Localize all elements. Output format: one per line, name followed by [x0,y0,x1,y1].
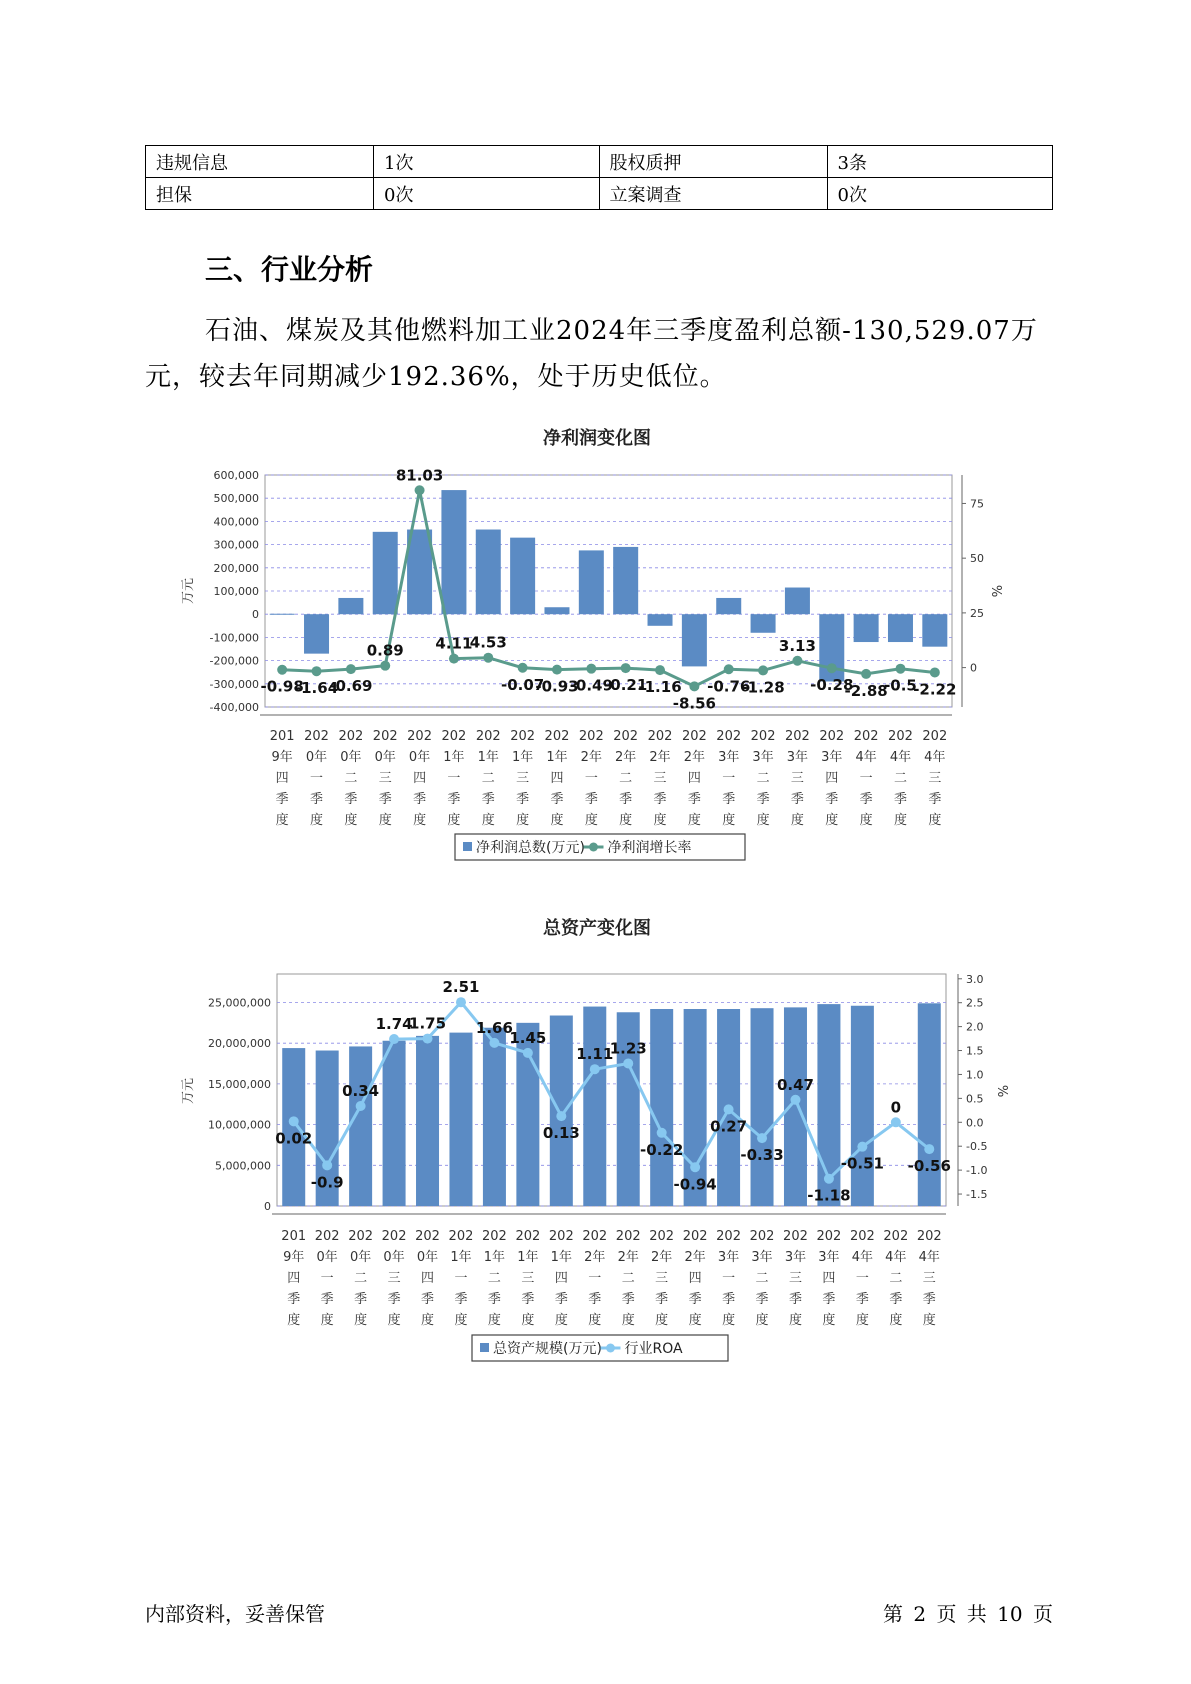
x-tick-label: 202 2年四季度 [681,729,707,828]
x-tick-label: 202 0年四季度 [415,1229,440,1328]
data-label: 1.75 [409,1014,447,1033]
x-tick-label: 202 0年一季度 [314,1229,340,1328]
line-point [449,654,459,664]
table-cell-label: 立案调查 [599,178,827,210]
legend-swatch-bar [480,1343,489,1352]
data-label: -1.16 [638,678,682,697]
y2-tick-label: 0 [970,661,977,675]
bar [270,614,295,615]
x-tick-label: 202 1年四季度 [548,1229,574,1328]
data-label: 1.45 [509,1028,547,1047]
line-point [518,663,528,673]
legend-swatch-point [589,843,598,852]
legend-entry: 行业ROA [624,1341,683,1357]
x-tick-label: 202 0年三季度 [381,1229,407,1328]
data-label: -0.21 [604,676,648,695]
data-label: 0.02 [275,1129,313,1148]
bar [922,614,947,646]
y-tick-label: 20,000,000 [208,1037,271,1051]
y-axis-label: 万元 [181,1077,196,1105]
data-label: -0.22 [640,1140,684,1159]
x-tick-label: 202 1年二季度 [475,729,501,828]
data-label: 4.53 [469,633,507,652]
y2-axis-label: % [997,1084,1012,1098]
x-tick-label: 202 3年一季度 [716,1229,741,1328]
x-tick-label: 202 2年三季度 [649,1229,675,1328]
line-point [895,664,905,674]
y-tick-label: 0 [264,1200,271,1213]
line-point [389,1034,399,1044]
x-tick-label: 202 0年二季度 [348,1229,374,1328]
line-point [590,1064,600,1074]
line-point [523,1048,533,1058]
line-point [483,653,493,663]
data-label: 1.11 [576,1045,614,1064]
x-tick-label: 202 4年三季度 [916,1229,942,1328]
bar [784,1007,807,1206]
line-point [689,681,699,691]
y-tick-label: 400,000 [213,515,259,529]
legend-entry: 净利润总数(万元) [476,840,585,856]
line-point [289,1116,299,1126]
bar [304,614,329,653]
data-label: 0.34 [342,1082,380,1101]
data-label: -0.9 [310,1173,344,1192]
line-point [891,1117,901,1127]
x-tick-label: 202 3年四季度 [819,729,845,828]
footer-page-number: 第 2 页 共 10 页 [883,1602,1053,1626]
data-label: -0.56 [907,1157,951,1176]
data-label: -2.22 [913,680,957,699]
line-point [857,1142,867,1152]
x-tick-label: 202 4年三季度 [922,729,948,828]
legend-swatch-point [606,1344,615,1353]
y-tick-label: -200,000 [209,654,259,668]
line-point [423,1034,433,1044]
data-label: 81.03 [395,466,444,485]
data-label: 0.47 [776,1075,814,1094]
x-tick-label: 202 2年二季度 [613,729,639,828]
data-label: 0.89 [366,641,404,660]
bar [785,588,810,615]
data-label: -0.98 [260,677,304,696]
y-tick-label: -300,000 [209,677,259,691]
x-tick-label: 202 0年一季度 [304,729,329,828]
bar [648,614,673,626]
line-point [415,485,425,495]
x-tick-label: 202 2年三季度 [647,729,673,828]
line-point [312,666,322,676]
data-label: -0.51 [840,1154,884,1173]
table-cell-value: 3条 [827,146,1053,178]
x-tick-label: 202 1年三季度 [510,729,536,828]
x-tick-label: 202 3年三季度 [785,729,810,828]
y-tick-label: 300,000 [213,538,259,552]
y2-tick-label: -1.0 [966,1164,988,1178]
data-label: -0.07 [501,675,545,694]
line-point [621,663,631,673]
line-point [930,667,940,677]
table-cell-label: 担保 [146,178,374,210]
y2-tick-label: 1.5 [966,1044,984,1058]
bar [751,614,776,633]
data-label: -8.56 [672,694,716,713]
bar [854,614,879,642]
x-tick-label: 202 3年二季度 [749,1229,775,1328]
data-label: -0.33 [740,1146,784,1165]
data-label: -0.94 [673,1175,717,1194]
data-label: -0.93 [535,677,579,696]
bar [544,607,569,614]
chart-title: 总资产变化图 [543,918,651,939]
data-label: 2.51 [442,978,480,997]
y-tick-label: 10,000,000 [208,1118,271,1132]
table-row [146,146,1053,178]
bar [550,1016,573,1206]
net-profit-chart [0,420,1191,880]
table-cell-value: 0次 [374,178,600,210]
line-point [623,1058,633,1068]
line-point [322,1160,332,1170]
table-row [146,178,1053,210]
bar [888,614,913,642]
bar [851,1006,874,1206]
y-tick-label: 0 [252,608,259,622]
legend [455,834,745,860]
data-label: -0.5 [884,676,917,695]
data-label: 3.13 [778,636,816,655]
y-tick-label: -100,000 [209,631,259,645]
x-tick-label: 202 1年一季度 [441,729,467,828]
data-label: -1.18 [807,1186,851,1205]
bar [613,547,638,614]
y2-tick-label: 0.0 [966,1116,984,1130]
bar [510,538,535,615]
bar [682,614,707,666]
data-label: 1.66 [475,1018,513,1037]
bar [918,1003,941,1206]
x-tick-label: 202 0年二季度 [338,729,364,828]
bar [416,1036,439,1206]
y-tick-label: 500,000 [213,492,259,506]
x-tick-label: 202 1年二季度 [482,1229,507,1328]
bar [751,1008,774,1206]
legend [472,1335,728,1361]
data-label: 4.11 [435,634,473,653]
data-label: 1.23 [609,1039,647,1058]
table-cell-value: 1次 [374,146,600,178]
data-label: -0.28 [810,676,854,695]
line-point [657,1128,667,1138]
line-point [556,1111,566,1121]
data-label: -1.64 [294,679,339,698]
line-point [356,1101,366,1111]
line-point [827,663,837,673]
bar [441,490,466,614]
line-point [792,656,802,666]
legend-entry: 净利润增长率 [607,840,692,856]
line-point [552,665,562,675]
line-point [824,1174,834,1184]
y2-tick-label: 50 [970,552,984,566]
x-tick-label: 202 0年四季度 [407,729,432,828]
line-point [690,1162,700,1172]
data-label: 0 [890,1098,902,1117]
line-point [790,1095,800,1105]
chart-title: 净利润变化图 [543,428,651,449]
data-label: -1.28 [741,678,785,697]
bar [579,550,604,614]
line-point [724,664,734,674]
legend-entry: 总资产规模(万元) [493,1341,602,1357]
y2-tick-label: 1.0 [966,1068,984,1082]
y-tick-label: 15,000,000 [208,1077,271,1091]
line-point [757,1133,767,1143]
data-label: -0.49 [569,676,613,695]
x-tick-label: 201 9年四季度 [269,729,295,828]
y2-tick-label: 75 [970,497,984,511]
line-point [655,665,665,675]
total-assets-chart [0,910,1191,1380]
line-point [456,997,466,1007]
line-point [489,1038,499,1048]
legend-swatch-bar [463,842,472,851]
data-label: -0.76 [707,677,751,696]
x-tick-label: 202 3年一季度 [716,729,742,828]
y-axis-label: 万元 [181,577,196,605]
x-tick-label: 202 2年四季度 [682,1229,708,1328]
line-point [346,664,356,674]
x-tick-label: 202 4年一季度 [853,729,879,828]
x-tick-label: 202 3年四季度 [816,1229,842,1328]
x-tick-label: 202 4年二季度 [883,1229,909,1328]
x-tick-label: 202 3年二季度 [750,729,776,828]
bar [449,1033,472,1206]
line-point [586,664,596,674]
analysis-paragraph: 石油、煤炭及其他燃料加工业2024年三季度盈利总额-130,529.07万元，较去年同期减少192.36%，处于历史低位。 [145,316,1038,392]
x-tick-label: 202 3年三季度 [783,1229,808,1328]
bar [349,1046,372,1206]
y-tick-label: -400,000 [209,701,259,714]
section-title: 三、行业分析 [205,253,374,286]
bar [583,1007,606,1206]
y2-tick-label: 2.5 [966,996,984,1010]
y-tick-label: 200,000 [213,561,259,575]
y-tick-label: 25,000,000 [208,996,271,1010]
bar [383,1041,406,1206]
y2-tick-label: 2.0 [966,1020,984,1034]
bar [483,1028,506,1206]
data-label: 0.27 [710,1117,748,1136]
bar [716,598,741,614]
footer-confidential: 内部资料，妥善保管 [145,1602,325,1626]
line-point [724,1104,734,1114]
y-tick-label: 600,000 [213,469,259,482]
x-tick-label: 202 4年一季度 [849,1229,875,1328]
y-tick-label: 5,000,000 [215,1159,271,1173]
data-label: -0.69 [329,677,373,696]
x-tick-label: 202 4年二季度 [888,729,913,828]
data-label: 1.74 [375,1015,413,1034]
x-tick-label: 202 2年二季度 [615,1229,641,1328]
y2-tick-label: 0.5 [966,1092,984,1106]
y2-tick-label: 25 [970,606,984,620]
bar [373,532,398,614]
line-point [758,665,768,675]
y2-tick-label: -0.5 [966,1140,988,1154]
line-point [277,665,287,675]
bar [338,598,363,614]
y-tick-label: 100,000 [213,585,259,598]
x-tick-label: 201 9年四季度 [281,1229,307,1328]
x-tick-label: 202 1年三季度 [515,1229,541,1328]
data-label: -2.88 [844,681,888,700]
x-tick-label: 202 1年四季度 [544,729,570,828]
bar [282,1048,305,1206]
x-tick-label: 202 0年三季度 [372,729,398,828]
data-label: 0.13 [542,1124,580,1143]
y2-tick-label: -1.5 [966,1188,988,1202]
table-cell-label: 股权质押 [599,146,827,178]
y2-axis-label: % [991,584,1006,598]
x-tick-label: 202 1年一季度 [448,1229,474,1328]
bar [476,530,501,615]
x-tick-label: 202 2年一季度 [578,729,604,828]
info-table [145,145,1053,210]
line-point [380,661,390,671]
table-cell-value: 0次 [827,178,1053,210]
line-point [861,669,871,679]
table-cell-label: 违规信息 [146,146,374,178]
x-tick-label: 202 2年一季度 [582,1229,608,1328]
line-point [924,1144,934,1154]
y2-tick-label: 3.0 [966,972,984,986]
bar [650,1009,673,1206]
